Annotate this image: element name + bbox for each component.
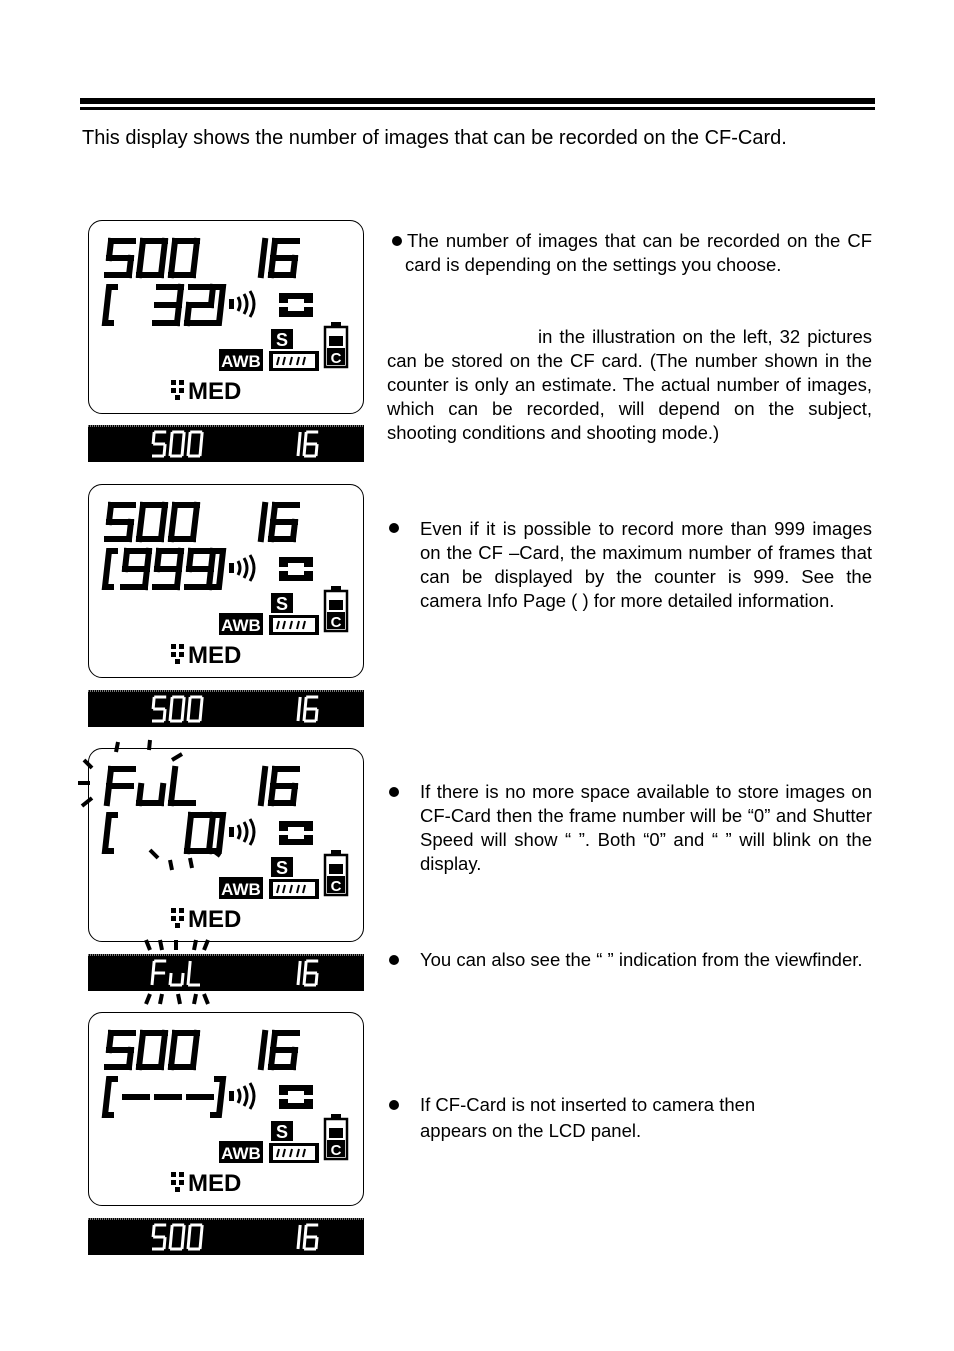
sound-waves-icon	[238, 1083, 254, 1109]
mode-label: S	[275, 594, 289, 614]
viewfinder-display-4	[88, 1218, 364, 1255]
viewfinder-display-2	[88, 690, 364, 727]
blink-mark	[160, 994, 162, 1004]
lcd-panel-999	[88, 484, 364, 678]
header-rule-thin	[80, 107, 875, 110]
bullet-4	[389, 955, 399, 965]
quality-label: MED	[188, 1170, 242, 1197]
viewfinder-shutter	[152, 1225, 202, 1249]
card-label: C	[330, 878, 342, 895]
blink-mark	[194, 994, 196, 1004]
counter-bracket-left	[105, 1079, 115, 1115]
quality-label: MED	[188, 378, 242, 405]
quality-label: MED	[188, 642, 242, 669]
mode-label: S	[275, 330, 289, 350]
blink-mark	[178, 994, 180, 1004]
viewfinder-aperture	[298, 432, 318, 456]
bullet-2	[389, 523, 399, 533]
viewfinder-shutter	[152, 432, 202, 456]
section-5-text: If CF-Card is not inserted to camera then	[420, 1094, 756, 1115]
quality-icon	[171, 908, 176, 913]
awb-label: AWB	[221, 880, 261, 899]
viewfinder-display-full	[88, 954, 364, 991]
counter-bracket-left	[105, 287, 115, 323]
counter-bracket-right	[213, 1079, 223, 1115]
lcd-panel-full	[88, 748, 364, 942]
section-4-text: You can also see the “ ” indication from the viewfinder.	[420, 949, 863, 970]
frame-counter-digits	[155, 287, 213, 323]
beep-icon	[229, 1091, 234, 1101]
mode-label: S	[275, 858, 289, 878]
quality-icon	[171, 380, 176, 385]
frame-counter-digits	[123, 551, 213, 587]
viewfinder-aperture	[298, 1225, 318, 1249]
viewfinder-aperture	[298, 697, 318, 721]
beep-icon	[229, 299, 234, 309]
blink-mark	[204, 994, 208, 1004]
section-3-text: If there is no more space available to store images on CF-Card then the frame number will be “0” and Shutter Speed will show “ ”. Both “0” and “ ” will blink on the display.	[420, 781, 872, 874]
beep-icon	[229, 563, 234, 573]
section-1-note: in the illustration on the left, 32 pictures can be stored on the CF card. (The number shown in the counter is only an estimate. The actual number of images, which can be recorded, will depend on the subject, shooting conditions and shooting mode.)	[387, 326, 872, 443]
viewfinder-ful	[152, 961, 200, 985]
aperture-display	[261, 505, 297, 539]
viewfinder-shutter	[152, 697, 202, 721]
blink-mark	[146, 994, 150, 1004]
sound-waves-icon	[238, 291, 254, 317]
shutter-ful-display	[107, 769, 193, 803]
card-label: C	[330, 614, 342, 631]
intro-text: This display shows the number of images that can be recorded on the CF-Card.	[82, 127, 787, 149]
shutter-speed-display	[107, 241, 197, 275]
lcd-panel-32	[88, 220, 364, 414]
bullet-3	[389, 787, 399, 797]
frame-counter-digits	[187, 815, 213, 851]
viewfinder-aperture	[298, 961, 318, 985]
aperture-display	[261, 241, 297, 275]
beep-icon	[229, 827, 234, 837]
card-label: C	[330, 350, 342, 367]
aperture-display	[261, 1033, 297, 1067]
mode-label: S	[275, 1122, 289, 1142]
card-label: C	[330, 1142, 342, 1159]
shutter-speed-display	[107, 1033, 197, 1067]
section-5-text-2: appears on the LCD panel.	[420, 1120, 642, 1141]
sound-waves-icon	[238, 819, 254, 845]
quality-label: MED	[188, 906, 242, 933]
header-rule-thick	[80, 98, 875, 104]
awb-label: AWB	[221, 616, 261, 635]
counter-bracket-left	[105, 815, 115, 851]
shutter-speed-display	[107, 505, 197, 539]
section-2-text: Even if it is possible to record more than 999 images on the CF –Card, the maximum number of frames that can be displayed by the counter is 999. See the camera Info Page ( ) for more detailed information.	[420, 518, 872, 611]
section-1-text: The number of images that can be recorded on the CF card is depending on the settings you choose.	[405, 230, 872, 275]
lcd-panel-no-card	[88, 1012, 364, 1206]
counter-bracket-left	[105, 551, 115, 587]
aperture-display	[261, 769, 297, 803]
sound-waves-icon	[238, 555, 254, 581]
quality-icon	[171, 644, 176, 649]
bullet-5	[389, 1100, 399, 1110]
awb-label: AWB	[221, 352, 261, 371]
quality-icon	[171, 1172, 176, 1177]
bullet-1	[392, 236, 402, 246]
awb-label: AWB	[221, 1144, 261, 1163]
viewfinder-display-1	[88, 425, 364, 462]
